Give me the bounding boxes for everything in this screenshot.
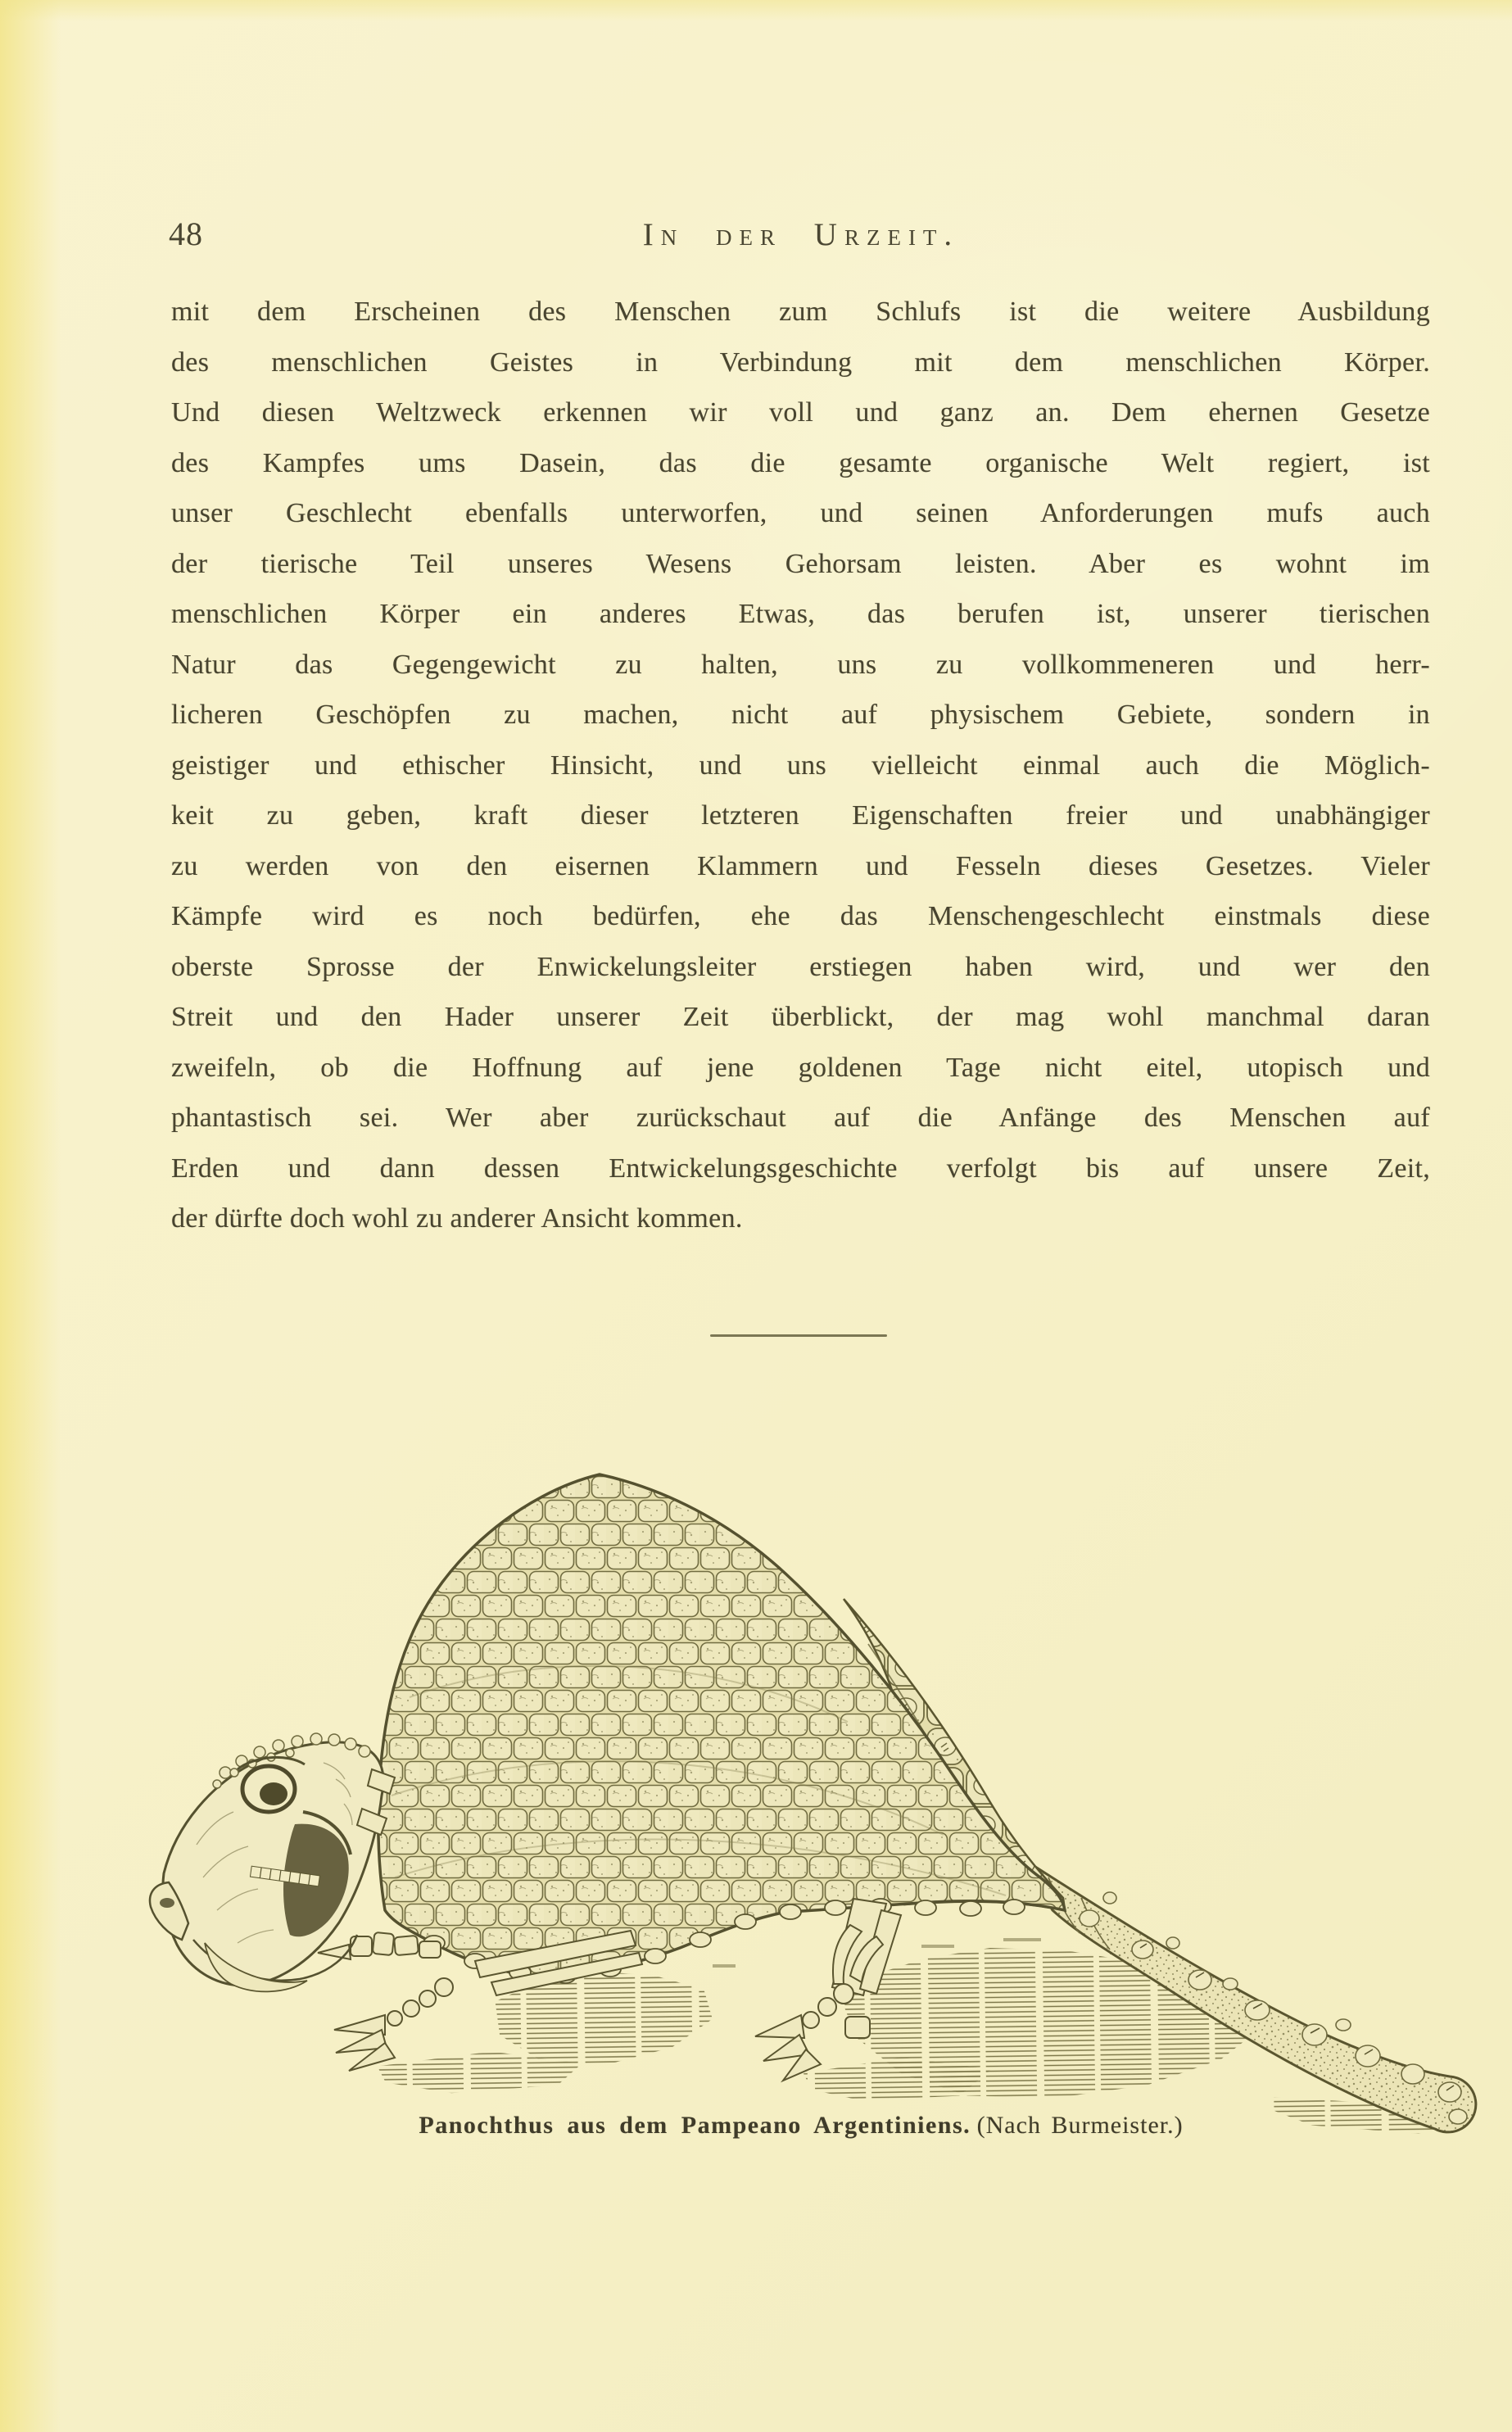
text-line: zu werden von den eisernen Klammern und Fesseln dieses Gesetzes. Vieler [171, 850, 1430, 881]
text-line: zweifeln, ob die Hoffnung auf jene goldenen Tage nicht eitel, utopisch und [171, 1052, 1430, 1083]
text-line: Kämpfe wird es noch bedürfen, ehe das Menschengeschlecht einstmals diese [171, 901, 1430, 931]
text-line: oberste Sprosse der Enwickelungsleiter erstiegen haben wird, und wer den [171, 951, 1430, 982]
figure-caption [170, 2112, 1432, 2140]
carapace [378, 1474, 1065, 1983]
text-line: der tierische Teil unseres Wesens Gehorsam leisten. Aber es wohnt im [171, 548, 1430, 579]
text-line: des menschlichen Geistes in Verbindung mit dem menschlichen Körper. [171, 346, 1430, 378]
text-line: unser Geschlecht ebenfalls unterworfen, und seinen Anforderungen mufs auch [171, 498, 1430, 528]
figure [139, 1452, 1499, 2156]
text-line: der dürfte doch wohl zu anderer Ansicht kommen. [171, 1203, 743, 1234]
text-line: keit zu geben, kraft dieser letzteren Eigenschaften freier und unabhängiger [171, 800, 1430, 831]
text-line: Natur das Gegengewicht zu halten, uns zu vollkommeneren und herr- [171, 649, 1430, 680]
running-header: In der Urzeit. [642, 217, 960, 252]
text-line: mit dem Erscheinen des Menschen zum Schlufs ist die weitere Ausbildung [171, 297, 1430, 327]
body-text [171, 287, 1430, 1244]
page-number: 48 [169, 215, 203, 252]
panochthus-illustration [139, 1452, 1499, 2156]
scan-edge-top [0, 0, 1512, 21]
caption-source: (Nach Burmeister.) [976, 2112, 1184, 2139]
section-divider [710, 1334, 887, 1337]
text-line: phantastisch sei. Wer aber zurückschaut auf die Anfänge des Menschen auf [171, 1103, 1430, 1133]
text-line: Erden und dann dessen Entwickelungsgeschichte verfolgt bis auf unsere Zeit, [171, 1153, 1430, 1184]
text-line: geistiger und ethischer Hinsicht, und uns vielleicht einmal auch die Möglich- [171, 750, 1430, 781]
scan-edge-left [0, 0, 61, 2432]
text-line: licheren Geschöpfen zu machen, nicht auf physischem Gebiete, sondern in [171, 700, 1430, 730]
text-line: Und diesen Weltzweck erkennen wir voll und ganz an. Dem ehernen Gesetze [171, 397, 1430, 428]
caption-text: Panochthus aus dem Pampeano Argentiniens. [419, 2112, 971, 2139]
text-line: des Kampfes ums Dasein, das die gesamte organische Welt regiert, ist [171, 447, 1430, 478]
text-line: menschlichen Körper ein anderes Etwas, das berufen ist, unserer tierischen [171, 599, 1430, 629]
text-line: Streit und den Hader unserer Zeit überblickt, der mag wohl manchmal daran [171, 1002, 1430, 1032]
